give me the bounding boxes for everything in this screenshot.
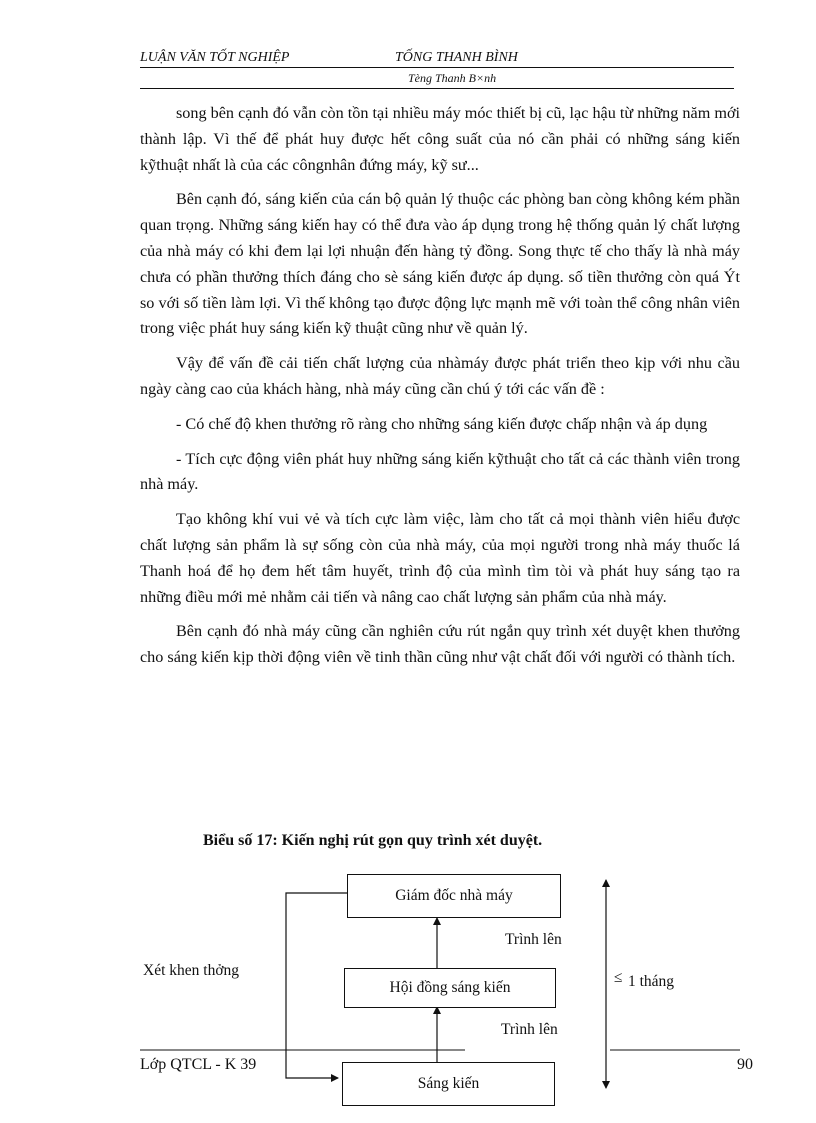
paragraph-2: Bên cạnh đó, sáng kiến của cán bộ quản lý thuộc các phòng ban còng không kém phần quan trọng. Những sáng kiến hay có thể đưa vào áp dụng trong hệ thống quản lý chất lượng của nhà máy có khi đem lại lợi nhuận đến hàng tỷ đồng. Song thực tế cho thấy là nhà máy chưa có phần thưởng thích đáng cho sè sáng kiến được áp dụng. số tiền thưởng còn quá Ýt so với số tiền làm lợi. Vì thế không tạo được động lực mạnh mẽ với toàn thể công nhân viên trong việc phát huy sáng kiến kỹ thuật cũng như về quản lý. [140, 190, 740, 338]
box-director [347, 874, 561, 918]
left-label: Xét khen thởng [143, 962, 240, 979]
header-thesis-label: LUẬN VĂN TỐT NGHIỆP [140, 50, 290, 65]
time-symbol: ≤ [614, 969, 623, 986]
paragraph-6: Tạo không khí vui vẻ và tích cực làm việc, làm cho tất cả mọi thành viên hiểu được chất lượng sản phẩm là sự sống còn của nhà máy, của mọi người trong nhà máy thuốc lá Thanh hoá để họ đem hết tâm huyết, trình độ của mình tìm tòi và phát huy sáng tạo ra những điều mới mẻ nhằm cải tiến và nâng cao chất lượng sản phẩm của nhà máy. [140, 510, 740, 606]
box-council-label: Hội đồng sáng kiến [389, 979, 511, 996]
box-director-label: Giám đốc nhà máy [395, 887, 513, 904]
box-council [344, 968, 556, 1008]
footer-class-label: Lớp QTCL - K 39 [140, 1056, 257, 1073]
header-author-name: TỐNG THANH BÌNH [395, 50, 518, 65]
arrow-label-lower: Trình lên [501, 1021, 558, 1038]
box-initiative-label: Sáng kiến [417, 1075, 480, 1092]
paragraph-1: song bên cạnh đó vẫn còn tồn tại nhiều máy móc thiết bị cũ, lạc hậu từ những năm mới thành lập. Vì thế để phát huy được hết công suất của nó cần phải có những sáng kiến kỹthuật nhất là của các côngnhân đứng máy, kỹ sư... [140, 104, 740, 174]
header-author-subtitle: Tèng Thanh B×nh [408, 71, 497, 85]
page-number: 90 [737, 1056, 753, 1073]
paragraph-3: Vậy để vấn đề cải tiến chất lượng của nhàmáy được phát triển theo kịp với nhu cầu ngày càng cao của khách hàng, nhà máy cũng cần chú ý tới các vấn đề : [140, 354, 740, 398]
time-label: 1 tháng [628, 973, 675, 990]
arrow-label-upper: Trình lên [505, 931, 562, 948]
paragraph-5: - Tích cực động viên phát huy những sáng kiến kỹthuật cho tất cả các thành viên trong nhà máy. [140, 449, 740, 494]
diagram-caption: Biểu số 17: Kiến nghị rút gọn quy trình xét duyệt. [203, 832, 543, 849]
box-initiative [342, 1062, 555, 1106]
paragraph-7: Bên cạnh đó nhà máy cũng cần nghiên cứu rút ngắn quy trình xét duyệt khen thưởng cho sáng kiến kịp thời động viên về tinh thần cũng như vật chất đối với người có thành tích. [140, 622, 740, 667]
paragraph-4: - Có chế độ khen thưởng rõ ràng cho những sáng kiến được chấp nhận và áp dụng [176, 414, 708, 433]
